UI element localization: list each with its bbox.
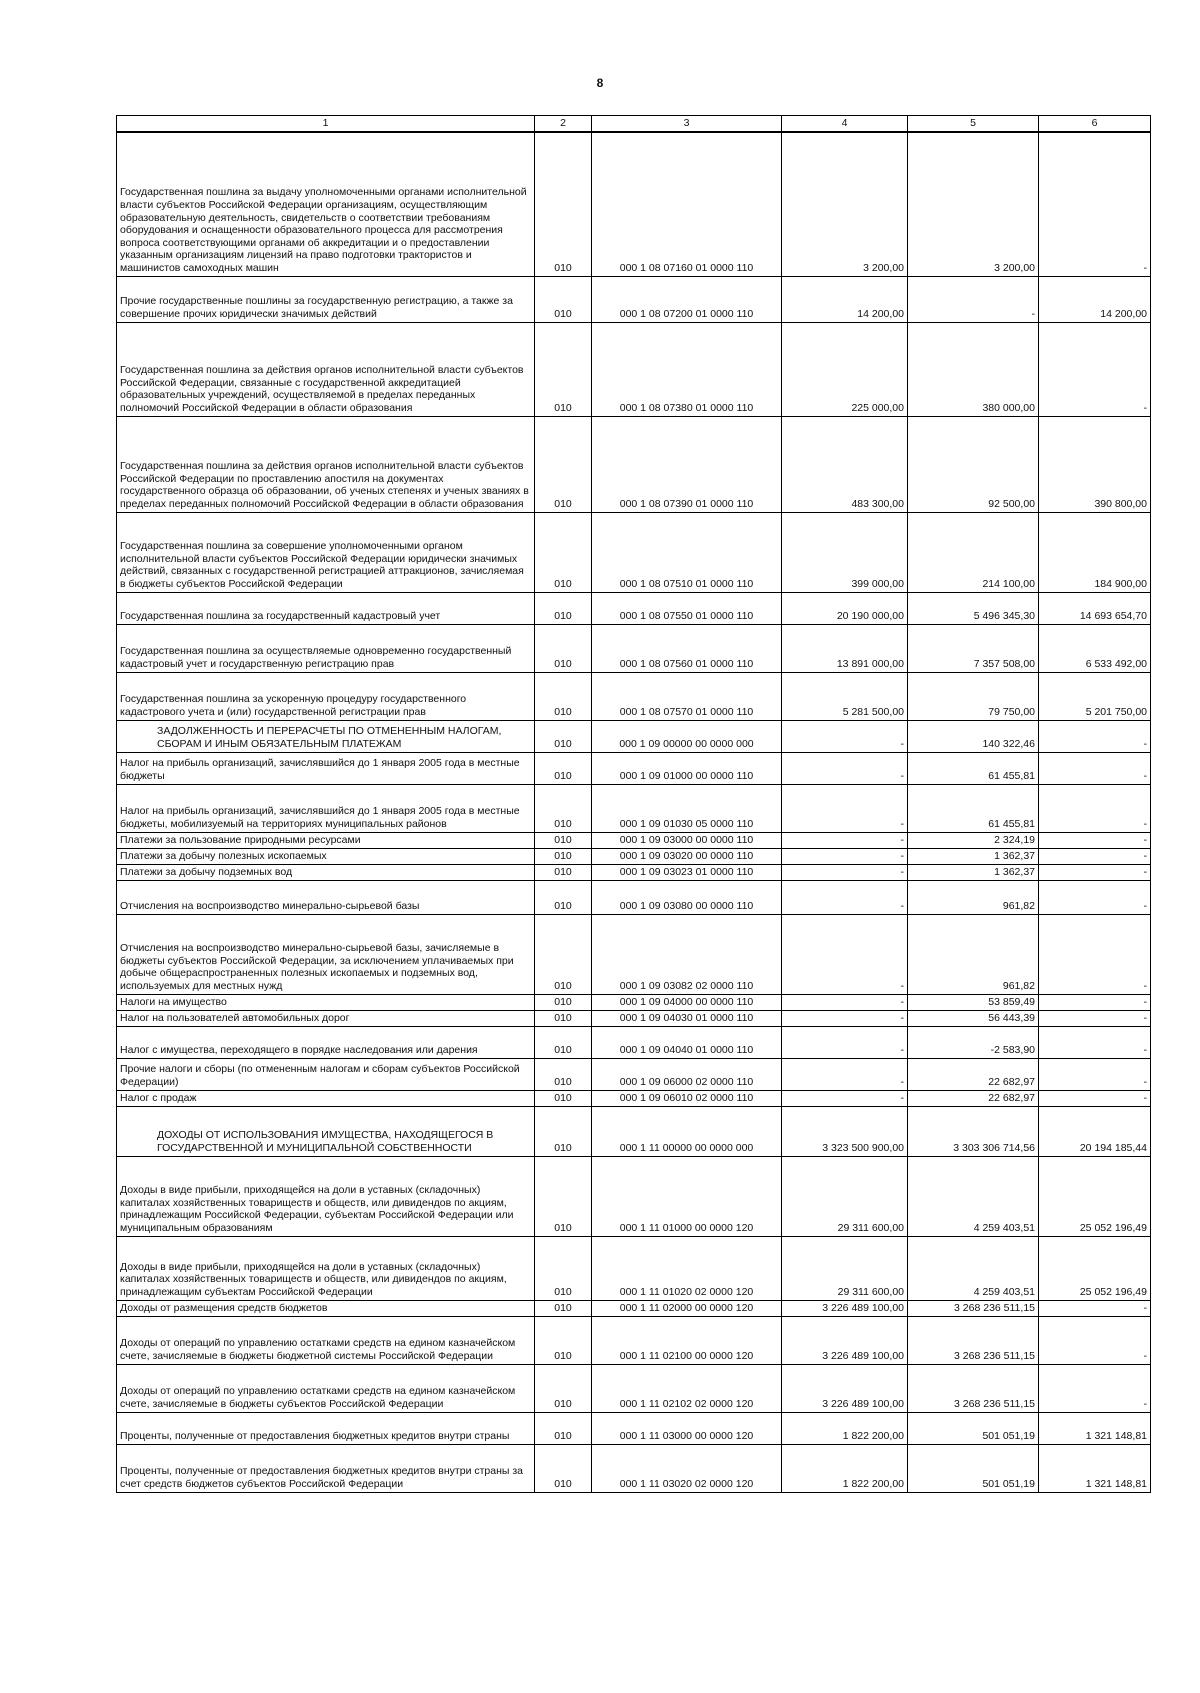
row-line-code: 010 [535,720,592,752]
row-budget-code: 000 1 09 00000 00 0000 000 [592,720,782,752]
row-executed-amount: 1 362,37 [908,848,1039,864]
row-unexecuted-amount: 390 800,00 [1039,416,1151,512]
revenue-report-table [116,115,1151,1493]
row-budget-code: 000 1 09 01000 00 0000 110 [592,752,782,784]
table-row [117,1010,1151,1026]
row-unexecuted-amount: 25 052 196,49 [1039,1156,1151,1236]
table-row [117,322,1151,416]
row-budget-code: 000 1 09 03000 00 0000 110 [592,832,782,848]
row-line-code: 010 [535,1026,592,1058]
table-row [117,848,1151,864]
row-budget-code: 000 1 08 07390 01 0000 110 [592,416,782,512]
row-executed-amount: 3 303 306 714,56 [908,1106,1039,1156]
row-planned-amount: 29 311 600,00 [782,1236,908,1300]
row-executed-amount: 501 051,19 [908,1412,1039,1444]
row-unexecuted-amount: - [1039,784,1151,832]
row-budget-code: 000 1 09 03080 00 0000 110 [592,880,782,914]
table-row [117,880,1151,914]
row-line-code: 010 [535,832,592,848]
row-executed-amount: 214 100,00 [908,512,1039,592]
row-name: Отчисления на воспроизводство минерально-сырьевой базы [117,880,535,914]
table-row [117,1364,1151,1412]
row-name: Налог на прибыль организаций, зачислявшийся до 1 января 2005 года в местные бюджеты [117,752,535,784]
row-planned-amount: - [782,784,908,832]
row-executed-amount: - [908,276,1039,322]
table-row [117,1106,1151,1156]
column-header-3: 3 [592,116,782,133]
table-row [117,784,1151,832]
row-line-code: 010 [535,1010,592,1026]
row-line-code: 010 [535,1156,592,1236]
row-budget-code: 000 1 11 02100 00 0000 120 [592,1316,782,1364]
row-planned-amount: 3 200,00 [782,132,908,276]
row-executed-amount: 56 443,39 [908,1010,1039,1026]
row-executed-amount: 380 000,00 [908,322,1039,416]
row-name: Государственная пошлина за государственный кадастровый учет [117,592,535,624]
row-line-code: 010 [535,752,592,784]
row-executed-amount: 53 859,49 [908,994,1039,1010]
row-name: Государственная пошлина за действия органов исполнительной власти субъектов Российской Федерации, связанные с государственной аккредитацией образовательных учреждений, осуществляемой в пределах переданных полномочий Российской Федерации в области образования [117,322,535,416]
row-unexecuted-amount: - [1039,752,1151,784]
row-line-code: 010 [535,994,592,1010]
row-unexecuted-amount: - [1039,864,1151,880]
row-budget-code: 000 1 09 06010 02 0000 110 [592,1090,782,1106]
table-row [117,720,1151,752]
row-planned-amount: 399 000,00 [782,512,908,592]
row-name: Государственная пошлина за ускоренную процедуру государственного кадастрового учета и (или) государственной регистрации прав [117,672,535,720]
row-planned-amount: 225 000,00 [782,322,908,416]
row-unexecuted-amount: - [1039,1090,1151,1106]
row-line-code: 010 [535,672,592,720]
row-name: Налог на прибыль организаций, зачислявшийся до 1 января 2005 года в местные бюджеты, мобилизуемый на территориях муниципальных районов [117,784,535,832]
row-executed-amount: 3 268 236 511,15 [908,1316,1039,1364]
row-budget-code: 000 1 08 07510 01 0000 110 [592,512,782,592]
row-budget-code: 000 1 08 07380 01 0000 110 [592,322,782,416]
row-budget-code: 000 1 11 03000 00 0000 120 [592,1412,782,1444]
row-planned-amount: 5 281 500,00 [782,672,908,720]
row-line-code: 010 [535,592,592,624]
row-executed-amount: 79 750,00 [908,672,1039,720]
row-executed-amount: 22 682,97 [908,1090,1039,1106]
row-planned-amount: - [782,720,908,752]
row-line-code: 010 [535,1316,592,1364]
table-row [117,752,1151,784]
row-unexecuted-amount: 1 321 148,81 [1039,1444,1151,1492]
row-name: ЗАДОЛЖЕННОСТЬ И ПЕРЕРАСЧЕТЫ ПО ОТМЕНЕННЫМ НАЛОГАМ, СБОРАМ И ИНЫМ ОБЯЗАТЕЛЬНЫМ ПЛАТЕЖАМ [117,720,535,752]
row-unexecuted-amount: - [1039,1300,1151,1316]
row-planned-amount: 1 822 200,00 [782,1444,908,1492]
row-budget-code: 000 1 09 03020 00 0000 110 [592,848,782,864]
row-executed-amount: 501 051,19 [908,1444,1039,1492]
row-executed-amount: 4 259 403,51 [908,1156,1039,1236]
row-planned-amount: - [782,1090,908,1106]
row-unexecuted-amount: 5 201 750,00 [1039,672,1151,720]
row-unexecuted-amount: 25 052 196,49 [1039,1236,1151,1300]
row-budget-code: 000 1 08 07200 01 0000 110 [592,276,782,322]
row-line-code: 010 [535,1236,592,1300]
row-budget-code: 000 1 11 03020 02 0000 120 [592,1444,782,1492]
row-executed-amount: 3 200,00 [908,132,1039,276]
row-unexecuted-amount: - [1039,880,1151,914]
table-row [117,1156,1151,1236]
row-name: Проценты, полученные от предоставления бюджетных кредитов внутри страны за счет средств бюджетов субъектов Российской Федерации [117,1444,535,1492]
row-planned-amount: 3 226 489 100,00 [782,1316,908,1364]
row-line-code: 010 [535,1300,592,1316]
row-line-code: 010 [535,132,592,276]
row-name: Прочие налоги и сборы (по отмененным налогам и сборам субъектов Российской Федерации) [117,1058,535,1090]
row-executed-amount: 3 268 236 511,15 [908,1364,1039,1412]
row-executed-amount: 22 682,97 [908,1058,1039,1090]
page-number: 8 [596,76,604,90]
row-line-code: 010 [535,1090,592,1106]
row-unexecuted-amount: 14 200,00 [1039,276,1151,322]
row-name: Доходы в виде прибыли, приходящейся на доли в уставных (складочных) капиталах хозяйственных товариществ и обществ, или дивидендов по акциям, принадлежащим субъектам Российской Федерации [117,1236,535,1300]
row-planned-amount: - [782,1058,908,1090]
row-unexecuted-amount: - [1039,1364,1151,1412]
row-unexecuted-amount: - [1039,848,1151,864]
row-unexecuted-amount: - [1039,1026,1151,1058]
table-row [117,994,1151,1010]
table-row [117,276,1151,322]
row-executed-amount: -2 583,90 [908,1026,1039,1058]
row-unexecuted-amount: 14 693 654,70 [1039,592,1151,624]
row-budget-code: 000 1 08 07560 01 0000 110 [592,624,782,672]
row-planned-amount: - [782,1026,908,1058]
column-header-2: 2 [535,116,592,133]
row-line-code: 010 [535,512,592,592]
row-line-code: 010 [535,276,592,322]
row-budget-code: 000 1 09 06000 02 0000 110 [592,1058,782,1090]
table-row [117,1090,1151,1106]
row-unexecuted-amount: - [1039,1316,1151,1364]
row-planned-amount: - [782,994,908,1010]
row-name: Проценты, полученные от предоставления бюджетных кредитов внутри страны [117,1412,535,1444]
column-number-header-row [117,116,1151,133]
row-name: Отчисления на воспроизводство минерально-сырьевой базы, зачисляемые в бюджеты субъектов Российской Федерации, за исключением уплачиваемых при добыче общераспространенных полезных ископаемых и подземных вод, используемых для местных нужд [117,914,535,994]
row-executed-amount: 1 362,37 [908,864,1039,880]
row-planned-amount: 3 226 489 100,00 [782,1364,908,1412]
row-executed-amount: 5 496 345,30 [908,592,1039,624]
row-planned-amount: - [782,848,908,864]
row-name: Доходы в виде прибыли, приходящейся на доли в уставных (складочных) капиталах хозяйственных товариществ и обществ, или дивидендов по акциям, принадлежащим Российской Федерации, субъектам Российской Федерации или муниципальным образованиям [117,1156,535,1236]
row-budget-code: 000 1 11 00000 00 0000 000 [592,1106,782,1156]
row-planned-amount: 3 323 500 900,00 [782,1106,908,1156]
row-planned-amount: - [782,864,908,880]
row-planned-amount: - [782,832,908,848]
table-row [117,592,1151,624]
row-name: ДОХОДЫ ОТ ИСПОЛЬЗОВАНИЯ ИМУЩЕСТВА, НАХОДЯЩЕГОСЯ В ГОСУДАРСТВЕННОЙ И МУНИЦИПАЛЬНОЙ СОБСТВЕННОСТИ [117,1106,535,1156]
row-name: Государственная пошлина за действия органов исполнительной власти субъектов Российской Федерации по проставлению апостиля на документах государственного образца об образовании, об ученых степенях и ученых званиях в пределах переданных полномочий Российской Федерации в области образования [117,416,535,512]
row-unexecuted-amount: - [1039,994,1151,1010]
table-row [117,132,1151,276]
row-line-code: 010 [535,1058,592,1090]
row-executed-amount: 140 322,46 [908,720,1039,752]
row-line-code: 010 [535,624,592,672]
row-unexecuted-amount: 6 533 492,00 [1039,624,1151,672]
row-budget-code: 000 1 08 07550 01 0000 110 [592,592,782,624]
row-unexecuted-amount: - [1039,1058,1151,1090]
row-planned-amount: 20 190 000,00 [782,592,908,624]
table-row [117,1058,1151,1090]
column-header-6: 6 [1039,116,1151,133]
row-line-code: 010 [535,416,592,512]
row-planned-amount: - [782,1010,908,1026]
row-unexecuted-amount: 1 321 148,81 [1039,1412,1151,1444]
row-line-code: 010 [535,322,592,416]
row-budget-code: 000 1 09 04040 01 0000 110 [592,1026,782,1058]
table-row [117,672,1151,720]
row-executed-amount: 7 357 508,00 [908,624,1039,672]
row-budget-code: 000 1 09 03082 02 0000 110 [592,914,782,994]
row-planned-amount: 13 891 000,00 [782,624,908,672]
table-row [117,1316,1151,1364]
column-header-5: 5 [908,116,1039,133]
row-budget-code: 000 1 09 01030 05 0000 110 [592,784,782,832]
row-budget-code: 000 1 09 04030 01 0000 110 [592,1010,782,1026]
row-budget-code: 000 1 11 01000 00 0000 120 [592,1156,782,1236]
table-row [117,1444,1151,1492]
row-line-code: 010 [535,1106,592,1156]
row-budget-code: 000 1 09 03023 01 0000 110 [592,864,782,880]
table-row [117,914,1151,994]
row-unexecuted-amount: - [1039,132,1151,276]
row-name: Платежи за пользование природными ресурсами [117,832,535,848]
row-planned-amount: - [782,914,908,994]
row-name: Доходы от размещения средств бюджетов [117,1300,535,1316]
row-unexecuted-amount: - [1039,832,1151,848]
table-row [117,416,1151,512]
row-name: Платежи за добычу полезных ископаемых [117,848,535,864]
row-line-code: 010 [535,848,592,864]
table-row [117,1412,1151,1444]
row-unexecuted-amount: - [1039,914,1151,994]
row-executed-amount: 4 259 403,51 [908,1236,1039,1300]
row-line-code: 010 [535,1412,592,1444]
row-budget-code: 000 1 09 04000 00 0000 110 [592,994,782,1010]
row-line-code: 010 [535,1444,592,1492]
row-executed-amount: 961,82 [908,880,1039,914]
row-name: Государственная пошлина за осуществляемые одновременно государственный кадастровый учет и государственную регистрацию прав [117,624,535,672]
row-executed-amount: 61 455,81 [908,752,1039,784]
row-line-code: 010 [535,880,592,914]
table-row [117,832,1151,848]
row-line-code: 010 [535,784,592,832]
row-unexecuted-amount: 20 194 185,44 [1039,1106,1151,1156]
row-planned-amount: 29 311 600,00 [782,1156,908,1236]
row-unexecuted-amount: - [1039,1010,1151,1026]
row-name: Прочие государственные пошлины за государственную регистрацию, а также за совершение прочих юридически значимых действий [117,276,535,322]
table-row [117,1300,1151,1316]
row-name: Доходы от операций по управлению остатками средств на едином казначейском счете, зачисляемые в бюджеты бюджетной системы Российской Федерации [117,1316,535,1364]
row-line-code: 010 [535,914,592,994]
row-budget-code: 000 1 11 01020 02 0000 120 [592,1236,782,1300]
table-row [117,512,1151,592]
row-unexecuted-amount: - [1039,720,1151,752]
row-budget-code: 000 1 11 02000 00 0000 120 [592,1300,782,1316]
row-name: Доходы от операций по управлению остатками средств на едином казначейском счете, зачисляемые в бюджеты субъектов Российской Федерации [117,1364,535,1412]
row-budget-code: 000 1 11 02102 02 0000 120 [592,1364,782,1412]
row-unexecuted-amount: 184 900,00 [1039,512,1151,592]
column-header-4: 4 [782,116,908,133]
row-executed-amount: 61 455,81 [908,784,1039,832]
row-planned-amount: 3 226 489 100,00 [782,1300,908,1316]
table-row [117,1236,1151,1300]
report-body [117,132,1151,1492]
row-name: Государственная пошлина за совершение уполномоченными органом исполнительной власти субъектов Российской Федерации юридически значимых действий, связанных с государственной регистрацией аттракционов, зачисляемая в бюджеты субъектов Российской Федерации [117,512,535,592]
column-header-1: 1 [117,116,535,133]
row-planned-amount: - [782,880,908,914]
table-row [117,1026,1151,1058]
row-name: Налог на пользователей автомобильных дорог [117,1010,535,1026]
row-name: Налог с продаж [117,1090,535,1106]
row-budget-code: 000 1 08 07160 01 0000 110 [592,132,782,276]
row-name: Налоги на имущество [117,994,535,1010]
row-unexecuted-amount: - [1039,322,1151,416]
row-name: Платежи за добычу подземных вод [117,864,535,880]
row-planned-amount: 483 300,00 [782,416,908,512]
row-executed-amount: 92 500,00 [908,416,1039,512]
row-planned-amount: 14 200,00 [782,276,908,322]
row-line-code: 010 [535,864,592,880]
row-planned-amount: 1 822 200,00 [782,1412,908,1444]
row-executed-amount: 3 268 236 511,15 [908,1300,1039,1316]
row-budget-code: 000 1 08 07570 01 0000 110 [592,672,782,720]
row-name: Налог с имущества, переходящего в порядке наследования или дарения [117,1026,535,1058]
row-line-code: 010 [535,1364,592,1412]
row-executed-amount: 961,82 [908,914,1039,994]
table-row [117,624,1151,672]
row-planned-amount: - [782,752,908,784]
table-row [117,864,1151,880]
row-name: Государственная пошлина за выдачу уполномоченными органами исполнительной власти субъектов Российской Федерации организациям, осуществляющим образовательную деятельность, свидетельств о соответствии требованиям оборудования и оснащенности образовательного процесса для рассмотрения вопроса соответствующими органами об аккредитации и о предоставлении указанным организациям лицензий на право подготовки трактористов и машинистов самоходных машин [117,132,535,276]
row-executed-amount: 2 324,19 [908,832,1039,848]
